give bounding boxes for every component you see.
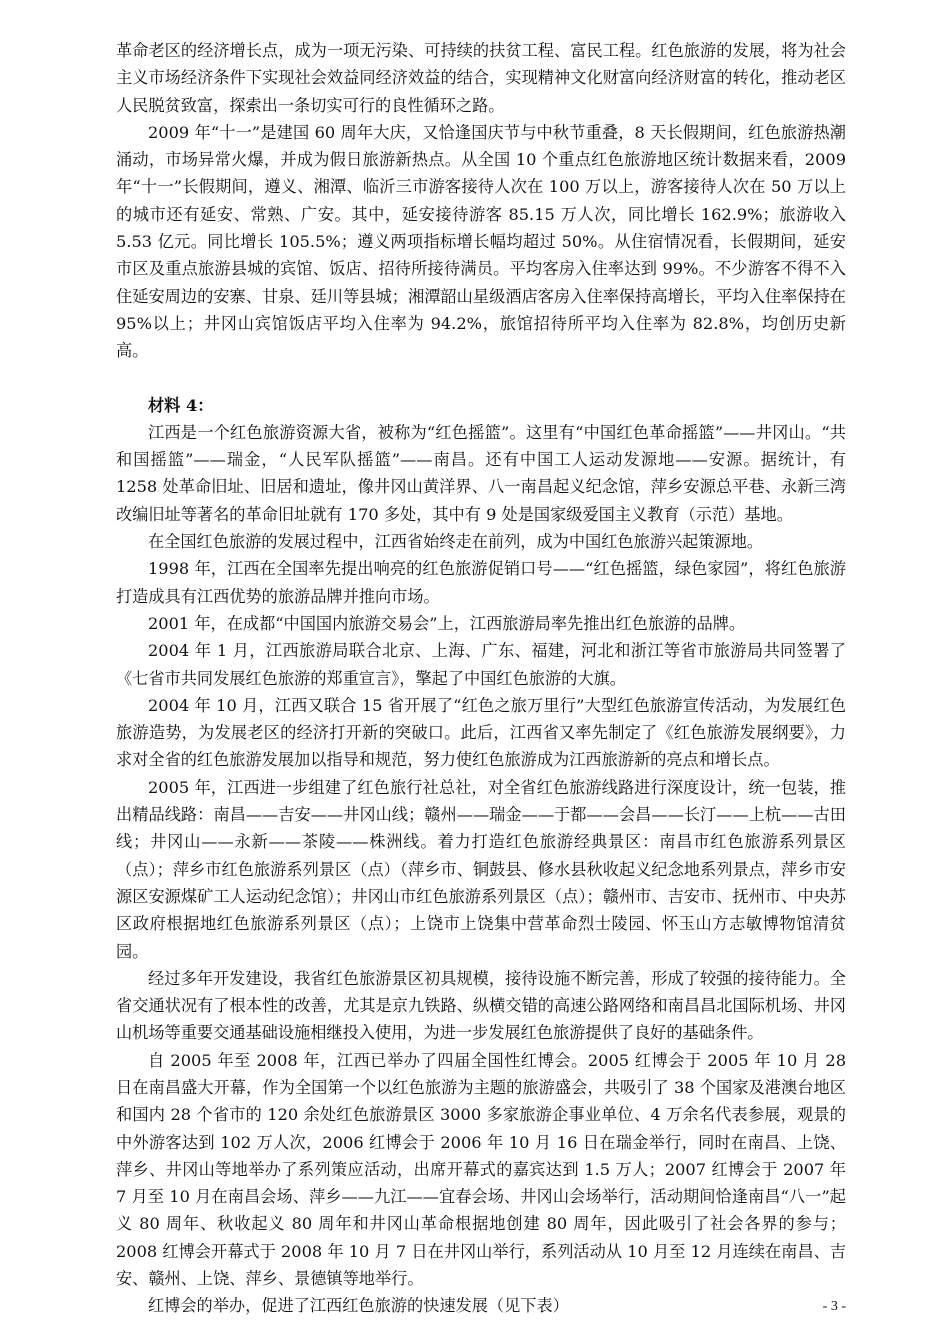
paragraph: 红博会的举办，促进了江西红色旅游的快速发展（见下表） — [148, 1296, 569, 1316]
paragraph: 2004 年 1 月，江西旅游局联合北京、上海、广东、福建，河北和浙江等省市旅游局共同签署了《七省市共同发展红色旅游的郑重宣言》，擎起了中国红色旅游的大旗。 — [116, 641, 846, 688]
document-body — [116, 37, 846, 1320]
paragraph: 江西是一个红色旅游资源大省，被称为“红色摇篮”。这里有“中国红色革命摇篮”——井冈山。“共和国摇篮”——瑞金，“人民军队摇篮”——南昌。还有中国工人运动发源地——安源。据统计，有 1258 处革命旧址、旧居和遗址，像井冈山黄洋界、八一南昌起义纪念馆，萍乡安源总平巷、永新三湾改编旧址等著名的革命旧址就有 170 多处，其中有 9 处是国家级爱国主义教育（示范）基地。 — [116, 422, 846, 524]
paragraph: 2004 年 10 月，江西又联合 15 省开展了“红色之旅万里行”大型红色旅游宣传活动，为发展红色旅游造势，为发展老区的经济打开新的突破口。此后，江西省又率先制定了《红色旅游发展纲要》，力求对全省的红色旅游发展加以指导和规范，努力使红色旅游成为江西旅游新的亮点和增长点。 — [116, 695, 846, 770]
paragraph: 在全国红色旅游的发展过程中，江西省始终走在前列，成为中国红色旅游兴起策源地。 — [148, 532, 764, 552]
section-heading: 材料 4： — [148, 395, 214, 415]
paragraph: 2005 年，江西进一步组建了红色旅行社总社，对全省红色旅游线路进行深度设计，统一包装，推出精品线路：南昌——吉安——井冈山线；赣州——瑞金——于都——会昌——长汀——上杭——古田线；井冈山——永新——茶陵——株洲线。着力打造红色旅游经典景区：南昌市红色旅游系列景区（点）；萍乡市红色旅游系列景区（点）（萍乡市、铜鼓县、修水县秋收起义纪念地系列景点，萍乡市安源区安源煤矿工人运动纪念馆）；井冈山市红色旅游系列景区（点）；赣州市、吉安市、抚州市、中央苏区政府根据地红色旅游系列景区（点）；上饶市上饶集中营革命烈士陵园、怀玉山方志敏博物馆清贫园。 — [116, 777, 846, 961]
paragraph: 2001 年，在成都“中国国内旅游交易会”上，江西旅游局率先推出红色旅游的品牌。 — [148, 613, 746, 633]
page-number: - 3 - — [822, 1299, 846, 1314]
paragraph: 2009 年“十一”是建国 60 周年大庆，又恰逢国庆节与中秋节重叠，8 天长假期间，红色旅游热潮涌动，市场异常火爆，并成为假日旅游新热点。从全国 10 个重点红色旅游地区统计数据来看，2009 年“十一”长假期间，遵义、湘潭、临沂三市游客接待人次在 100 万以上，游客接待人次在 50 万以上的城市还有延安、常熟、广安。其中，延安接待游客 85.15 万人次，同比增长 162.9%；旅游收入 5.53 亿元。同比增长 105.5%；遵义两项指标增长幅均超过 50%。从住宿情况看，长假期间，延安市区及重点旅游县城的宾馆、饭店、招待所接待满员。平均客房入住率达到 99%。不少游客不得不入住延安周边的安寨、甘泉、廷川等县城；湘潭韶山星级酒店客房入住率保持高增长，平均入住率保持在 95%以上；井冈山宾馆饭店平均入住率为 94.2%，旅馆招待所平均入住率为 82.8%，均创历史新高。 — [116, 122, 846, 361]
paragraph: 自 2005 年至 2008 年，江西已举办了四届全国性红博会。2005 红博会于 2005 年 10 月 28 日在南昌盛大开幕，作为全国第一个以红色旅游为主题的旅游盛会，共吸引了 38 个国家及港澳台地区和国内 28 个省市的 120 余处红色旅游景区 3000 多家旅游企事业单位、4 万余名代表参展，观景的中外游客达到 102 万人次，2006 红博会于 2006 年 10 月 16 日在瑞金举行，同时在南昌、上饶、萍乡、井冈山等地举办了系列策应活动，出席开幕式的嘉宾达到 1.5 万人；2007 红博会于 2007 年 7 月至 10 月在南昌会场、萍乡——九江——宜春会场、井冈山会场举行，活动期间恰逢南昌“八一”起义 80 周年、秋收起义 80 周年和井冈山革命根据地创建 80 周年，因此吸引了社会各界的参与；2008 红博会开幕式于 2008 年 10 月 7 日在井冈山举行，系列活动从 10 月至 12 月连续在南昌、吉安、赣州、上饶、萍乡、景德镇等地举行。 — [116, 1050, 846, 1289]
paragraph: 经过多年开发建设，我省红色旅游景区初具规模，接待设施不断完善，形成了较强的接待能力。全省交通状况有了根本性的改善，尤其是京九铁路、纵横交错的高速公路网络和南昌昌北国际机场、井冈山机场等重要交通基础设施相继投入使用，为进一步发展红色旅游提供了良好的基础条件。 — [116, 968, 846, 1043]
paragraph: 1998 年，江西在全国率先提出响亮的红色旅游促销口号——“红色摇篮，绿色家园”，将红色旅游打造成具有江西优势的旅游品牌并推向市场。 — [116, 559, 846, 606]
paragraph: 革命老区的经济增长点，成为一项无污染、可持续的扶贫工程、富民工程。红色旅游的发展，将为社会主义市场经济条件下实现社会效益同经济效益的结合，实现精神文化财富向经济财富的转化，推动老区人民脱贫致富，探索出一条切实可行的良性循环之路。 — [116, 41, 846, 115]
